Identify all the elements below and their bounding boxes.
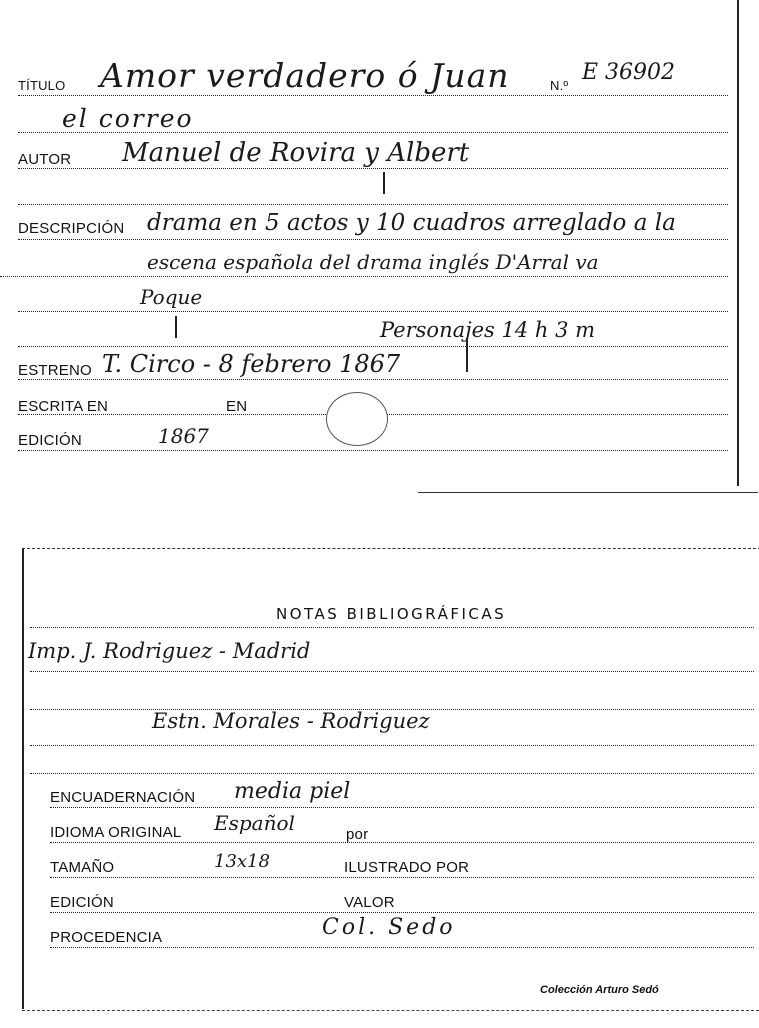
encuadernacion-label: ENCUADERNACIÓN xyxy=(50,789,196,806)
rule-line xyxy=(18,239,728,240)
autor-value: Manuel de Rovira y Albert xyxy=(122,138,470,168)
rule-line xyxy=(18,204,728,205)
rule-line xyxy=(418,492,758,493)
rule-line xyxy=(18,168,728,169)
edicion-bottom-label: EDICIÓN xyxy=(50,894,114,911)
rule-line xyxy=(30,745,754,746)
titulo-value-line2: el correo xyxy=(62,104,194,133)
rule-line xyxy=(50,842,754,843)
descripcion-line1: drama en 5 actos y 10 cuadros arreglado a la xyxy=(147,210,676,236)
estreno-label: ESTRENO xyxy=(18,362,92,379)
ilustrado-label: ILUSTRADO POR xyxy=(344,859,470,876)
nota-line2: Estn. Morales - Rodriguez xyxy=(152,709,430,733)
tamano-label: TAMAÑO xyxy=(50,859,115,876)
coleccion-stamp: Colección Arturo Sedó xyxy=(540,984,659,996)
procedencia-label: PROCEDENCIA xyxy=(50,929,163,946)
descripcion-label: DESCRIPCIÓN xyxy=(18,220,125,237)
idioma-value: Español xyxy=(214,811,295,835)
rule-line xyxy=(50,807,754,808)
procedencia-value: Col. Sedo xyxy=(322,915,456,940)
rule-line xyxy=(50,912,754,913)
paper-hole xyxy=(326,392,388,446)
rule-line xyxy=(50,947,754,948)
notas-heading: NOTAS BIBLIOGRÁFICAS xyxy=(276,605,507,623)
edicion-label: EDICIÓN xyxy=(18,432,82,449)
ink-mark xyxy=(466,338,468,372)
rule-line xyxy=(18,95,728,96)
autor-label: AUTOR xyxy=(18,151,72,168)
rule-line xyxy=(30,671,754,672)
catalog-card-bottom xyxy=(22,548,759,1009)
numero-value: E 36902 xyxy=(582,60,676,85)
numero-label: N.º xyxy=(550,78,569,93)
ink-mark xyxy=(175,316,177,338)
encuadernacion-value: media piel xyxy=(234,779,351,804)
rule-line xyxy=(18,450,728,451)
descripcion-line2: escena española del drama inglés D'Arral va xyxy=(147,250,599,274)
idioma-label: IDIOMA ORIGINAL xyxy=(50,824,182,841)
rule-line xyxy=(18,379,728,380)
titulo-value: Amor verdadero ó Juan xyxy=(100,56,510,95)
descripcion-line3: Poque xyxy=(140,285,203,309)
rule-line xyxy=(0,276,728,277)
nota-line1: Imp. J. Rodriguez - Madrid xyxy=(28,639,311,663)
escrita-en-label: ESCRITA EN xyxy=(18,398,109,415)
rule-line xyxy=(30,627,754,628)
rule-line xyxy=(30,773,754,774)
rule-line xyxy=(50,877,754,878)
rule-line xyxy=(22,1010,759,1011)
estreno-value: T. Circo - 8 febrero 1867 xyxy=(102,350,401,378)
ink-mark xyxy=(383,172,385,194)
por-label: por xyxy=(346,826,369,843)
edicion-value: 1867 xyxy=(158,424,209,448)
rule-line xyxy=(18,346,728,347)
catalog-card-top xyxy=(0,0,739,486)
valor-label: VALOR xyxy=(344,894,395,911)
personajes: Personajes 14 h 3 m xyxy=(380,318,596,342)
rule-line xyxy=(18,311,728,312)
titulo-label: TÍTULO xyxy=(18,78,66,93)
tamano-value: 13x18 xyxy=(214,851,270,872)
en-label: EN xyxy=(226,398,248,415)
